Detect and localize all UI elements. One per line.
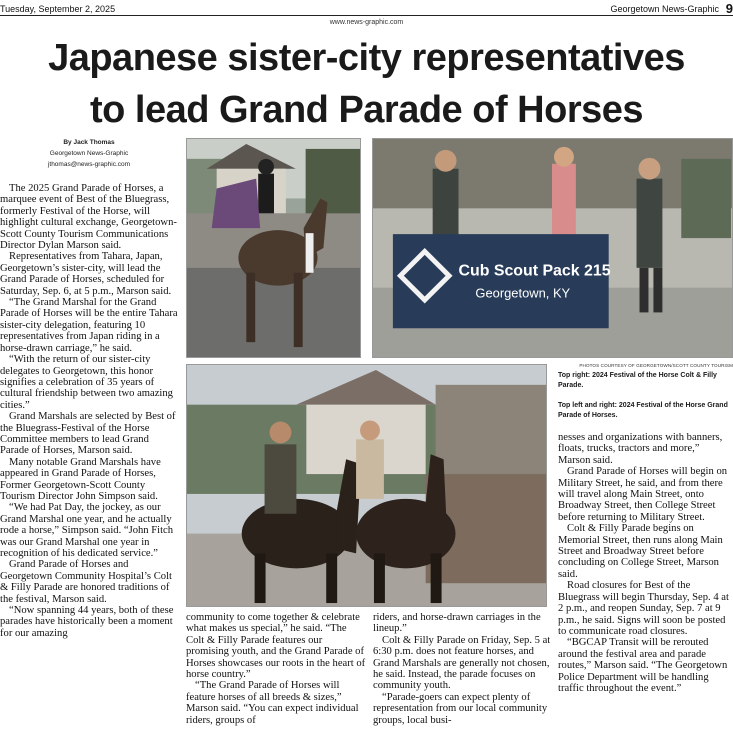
paragraph: “BGCAP Transit will be rerouted around the festival area and parade routes,” Marson said. “The Georgetown Police Department will be handling traffic throughout the event.” [558,637,728,694]
paper-name: Georgetown News-Graphic [610,4,719,14]
paragraph: Many notable Grand Marshals have appeared in Grand Parade of Horses, Former Georgetown-Scott County Tourism Director John Simpson said. [0,456,161,502]
paragraph: Representatives from Tahara, Japan, Georgetown’s sister-city, will lead the Grand Parade of Horses, scheduled for Saturday, Sep. 6, at 5 p.m., Marson said. [0,251,172,297]
photo-two-riders [186,364,547,607]
banner-title: Cub Scout Pack 215 [458,262,611,280]
headline [0,32,733,136]
issue-date: Tuesday, September 2, 2025 [0,4,116,14]
paragraph: The 2025 Grand Parade of Horses, a marquee event of Best of the Bluegrass, formerly Festival of the Horse, will highlight cultural exchange, Georgetown-Scott County Tourism Communications Director Dylan Marson said. [0,183,177,252]
photo-caption-2: Top left and right: 2024 Festival of the Horse Grand Parade of Horses. [558,402,728,419]
page-number: 9 [725,1,733,16]
site-url: www.news-graphic.com [329,19,404,26]
author-outlet: Georgetown News-Graphic [49,150,129,157]
header-rule [0,15,733,16]
photo-cub-scouts [372,138,733,358]
paragraph: “The Grand Marshal for the Grand Parade of Horses will be the entire Tahara sister-city delegation, featuring 10 representatives from Japan riding in a horse-drawn carriage,” he said. [0,297,178,354]
paragraph: community to come together & celebrate what makes us special,” he said. “The Colt & Filly Parade features our promising youth, and the Grand Parade of Horses showcases our roots in the heart of horse country.” [186,612,366,681]
article-column-4 [558,432,733,694]
paragraph: Colt & Filly Parade begins on Memorial Street, then runs along Main Street and Broadway Street before concluding on College Street, Marson said. [558,523,723,580]
article-column-3 [373,612,553,726]
paragraph: “Parade-goers can expect plenty of representation from our local community groups, local busi- [373,691,548,726]
paragraph: riders, and horse-drawn carriages in the lineup.” [373,612,541,635]
paragraph: “Now spanning 44 years, both of these parades have historically been a moment for our amazing [0,605,174,639]
photo-credit: PHOTOS COURTESY OF GEORGETOWN/SCOTT COUNTY TOURISM [579,363,733,368]
paragraph: “The Grand Parade of Horses will feature horses of all breeds & sizes,” Marson said. “You can expect individual riders, groups of [186,680,359,726]
photo-horse-rider [186,138,361,358]
paragraph: “We had Pat Day, the jockey, as our Grand Marshal one year, and he actually rode a horse,” Simpson said. “John Fitch was our Grand Marshal one year in recognition of his dedicated service.” [0,502,174,559]
paragraph: Road closures for Best of the Bluegrass will begin Thursday, Sep. 4 at 2 p.m., and reopen Sunday, Sep. 7 at 9 p.m., he said. Signs will soon be posted to communicate road closures. [558,580,729,637]
paragraph: “With the return of our sister-city delegates to Georgetown, this honor signifies a celebration of 35 years of cultural friendship between two amazing cities.” [0,354,173,411]
photo-caption-1: Top right: 2024 Festival of the Horse Colt & Filly Parade. [558,372,717,389]
paragraph: Grand Parade of Horses and Georgetown Community Hospital’s Colt & Filly Parade are honored traditions of the festival, Marson said. [0,559,172,605]
paragraph: Grand Parade of Horses will begin on Military Street, he said, and from there will travel along Main Street, onto Broadway Street, then College Street before returning to Military Street. [558,466,728,523]
paragraph: nesses and organizations with banners, floats, trucks, tractors and more,” Marson said. [558,432,723,466]
headline-line-1: Japanese sister-city representatives [48,37,685,79]
author-email: jthomas@news-graphic.com [47,161,131,168]
paragraph: Grand Marshals are selected by Best of the Bluegrass-Festival of the Horse Committee members to lead Grand Parade of Horses, Marson said. [0,411,176,457]
article-column-2 [186,612,366,726]
author-name: By Jack Thomas [63,139,115,146]
paragraph: Colt & Filly Parade on Friday, Sep. 5 at 6:30 p.m. does not feature horses, and Grand Marshals are generally not chosen, he said. Instead, the parade focuses on community youth. [373,634,551,692]
article-column-1 [0,183,178,639]
banner-subtitle: Georgetown, KY [475,285,571,301]
byline [0,137,178,170]
headline-line-2: to lead Grand Parade of Horses [89,89,644,131]
